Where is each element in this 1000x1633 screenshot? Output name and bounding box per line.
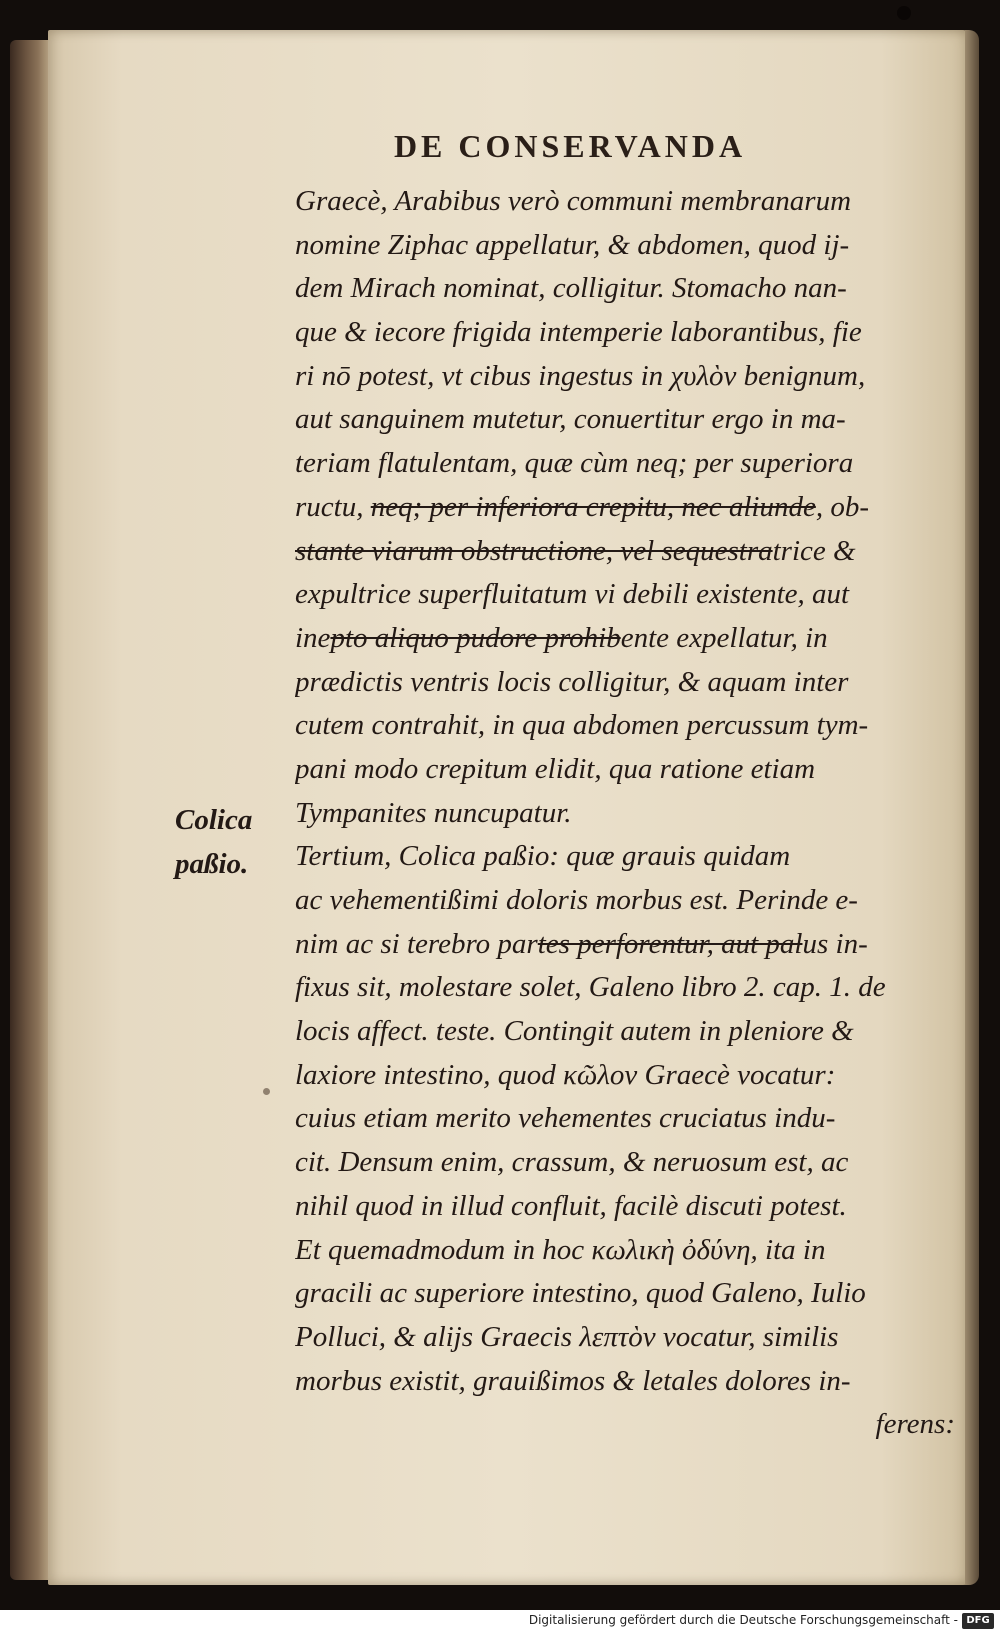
text-line: nomine Ziphac appellatur, & abdomen, quod ij- bbox=[295, 228, 850, 261]
text-line: morbus existit, grauißimos & letales dolores in- bbox=[295, 1364, 851, 1397]
footer-bar bbox=[0, 1610, 1000, 1633]
text-line: nihil quod in illud confluit, facilè discuti potest. bbox=[295, 1189, 847, 1222]
text-line: locis affect. teste. Contingit autem in pleniore & bbox=[295, 1015, 854, 1048]
text-line: ructu, neq; per inferiora crepitu, nec aliunde, ob- bbox=[295, 490, 869, 523]
text-line: expultrice superfluitatum vi debili existente, aut bbox=[295, 578, 850, 611]
funding-credit: Digitalisierung gefördert durch die Deutsche Forschungsgemeinschaft - bbox=[528, 1613, 958, 1627]
text-line: cit. Densum enim, crassum, & neruosum est, ac bbox=[295, 1146, 849, 1179]
text-line: pani modo crepitum elidit, qua ratione etiam bbox=[295, 752, 816, 785]
text-line: cutem contrahit, in qua abdomen percussum tym- bbox=[295, 709, 869, 742]
text-line: Tympanites nuncupatur. bbox=[295, 796, 572, 829]
corner-mark bbox=[897, 6, 911, 20]
struck-text: pto aliquo pudore prohib bbox=[330, 621, 621, 654]
dfg-logo: DFG bbox=[962, 1613, 994, 1629]
text-line: teriam flatulentam, quæ cùm neq; per superiora bbox=[295, 447, 854, 480]
text-line: Graecè, Arabibus verò communi membranarum bbox=[295, 185, 852, 217]
text-line: ac vehementißimi doloris morbus est. Perinde e- bbox=[295, 884, 858, 916]
text-line: cuius etiam merito vehementes cruciatus indu- bbox=[295, 1102, 836, 1135]
text-line: Et quemadmodum in hoc κωλικὴ ὀδύνη, ita in bbox=[295, 1233, 826, 1266]
struck-text: stante viarum obstructione, vel sequestra bbox=[295, 534, 773, 567]
ink-spot bbox=[263, 1088, 270, 1095]
book-spine-edge bbox=[10, 40, 50, 1580]
text-line: ri nō potest, vt cibus ingestus in χυλὸν benignum, bbox=[295, 359, 866, 392]
struck-text: neq; per inferiora crepitu, nec aliunde bbox=[370, 490, 816, 523]
text-line: Polluci, & alijs Graecis λεπτὸν vocatur, similis bbox=[295, 1320, 839, 1353]
text-line: fixus sit, molestare solet, Galeno libro 2. cap. 1. de bbox=[295, 971, 886, 1004]
text-line: aut sanguinem mutetur, conuertitur ergo in ma- bbox=[295, 403, 846, 436]
text-line: inepto aliquo pudore prohibente expellatur, in bbox=[295, 621, 828, 654]
struck-text: tes perforentur, aut pal bbox=[537, 927, 803, 960]
marginal-note-line: Colica bbox=[175, 804, 253, 836]
marginal-note bbox=[175, 798, 285, 886]
running-title: DE CONSERVANDA bbox=[393, 128, 747, 164]
catchword-line: ferens: bbox=[875, 1408, 955, 1441]
text-line: que & iecore frigida intemperie laborantibus, fie bbox=[295, 316, 862, 349]
section-start-line: Tertium, Colica paßio: quæ grauis quidam bbox=[295, 840, 791, 873]
page-fore-edge bbox=[965, 30, 979, 1585]
text-line: dem Mirach nominat, colligitur. Stomacho nan- bbox=[295, 272, 847, 305]
marginal-note-line: paßio. bbox=[175, 848, 249, 880]
text-line: nim ac si terebro partes perforentur, aut palus in- bbox=[295, 927, 868, 960]
text-line: gracili ac superiore intestino, quod Galeno, Iulio bbox=[295, 1277, 866, 1310]
text-line: laxiore intestino, quod κῶλον Graecè vocatur: bbox=[295, 1058, 836, 1091]
text-line: stante viarum obstructione, vel sequestratrice & bbox=[295, 534, 856, 567]
main-text-block bbox=[295, 180, 955, 1447]
text-line: prædictis ventris locis colligitur, & aquam inter bbox=[295, 665, 849, 698]
